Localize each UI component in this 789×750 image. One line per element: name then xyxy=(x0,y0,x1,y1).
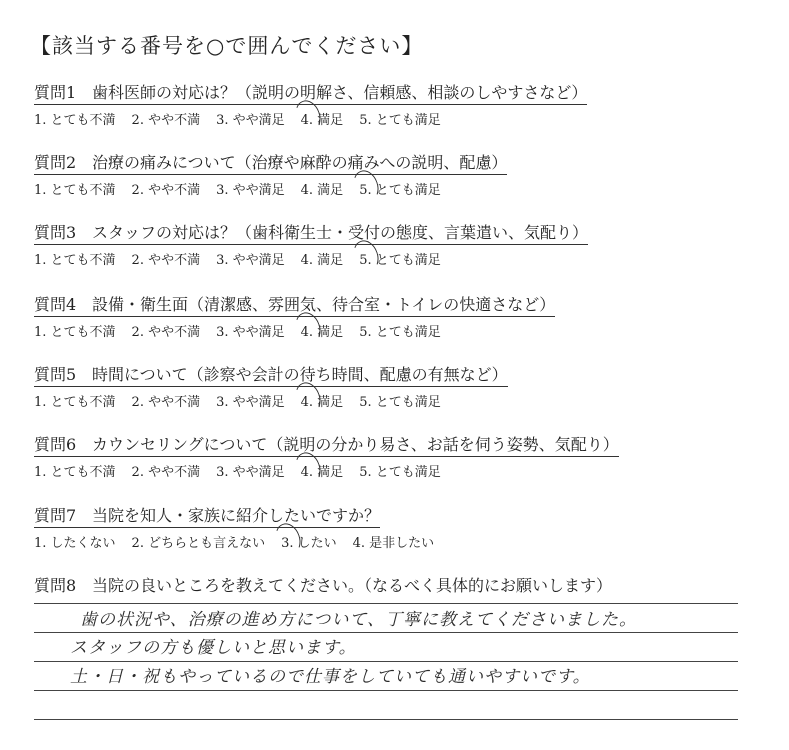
answer-option-label: 1. とても不満 xyxy=(34,183,116,198)
answer-option-label: 3. したい xyxy=(281,536,337,551)
answer-option-label: 2. どちらとも言えない xyxy=(131,536,266,551)
answer-option[interactable] xyxy=(216,179,285,198)
answer-option-label: 3. やや満足 xyxy=(216,395,285,410)
question-text: 当院の良いところを教えてください。（なるべく具体的にお願いします） xyxy=(92,576,613,595)
comment-line xyxy=(34,719,738,720)
question-3 xyxy=(34,220,774,268)
answer-option-label: 2. やや不満 xyxy=(131,465,201,480)
answer-options xyxy=(34,532,774,551)
question-title xyxy=(34,573,612,597)
answer-option-label: 3. やや満足 xyxy=(216,113,285,128)
answer-options xyxy=(34,179,774,198)
answer-option[interactable] xyxy=(353,532,435,551)
answer-option[interactable] xyxy=(301,461,344,480)
answer-option[interactable] xyxy=(132,109,201,128)
answer-option[interactable] xyxy=(34,179,116,198)
answer-option-label: 3. やや満足 xyxy=(216,253,285,268)
answer-option[interactable] xyxy=(34,391,116,410)
answer-option[interactable] xyxy=(34,532,116,551)
answer-option-label: 3. やや満足 xyxy=(216,465,285,480)
answer-option-label: 4. 満足 xyxy=(300,253,344,268)
answer-options xyxy=(34,461,774,480)
answer-option-label: 2. やや不満 xyxy=(131,325,201,340)
question-text: 当院を知人・家族に紹介したいですか？ xyxy=(92,506,381,525)
question-title xyxy=(34,220,588,245)
answer-option-label: 3. やや満足 xyxy=(216,325,285,340)
question-number: 質問6 xyxy=(34,435,77,454)
answer-option-label: 5. とても満足 xyxy=(359,395,441,410)
answer-option[interactable] xyxy=(359,461,441,480)
answer-options xyxy=(34,321,774,340)
answer-options xyxy=(34,109,774,128)
form-header: 【該当する番号を○で囲んでください】 xyxy=(30,34,424,58)
question-number: 質問8 xyxy=(34,576,77,595)
answer-option[interactable] xyxy=(216,109,285,128)
comment-line xyxy=(34,690,738,691)
question-text: 治療の痛みについて（治療や麻酔の痛みへの説明、配慮） xyxy=(92,153,508,172)
answer-option[interactable] xyxy=(216,391,285,410)
comment-text: 歯の状況や、治療の進め方について、丁寧に教えてくださいました。 xyxy=(80,610,637,630)
question-text: 設備・衛生面（清潔感、雰囲気、待合室・トイレの快適さなど） xyxy=(92,295,556,314)
question-number: 質問4 xyxy=(34,295,77,314)
answer-option-label: 1. とても不満 xyxy=(34,395,116,410)
question-title xyxy=(34,292,555,317)
answer-option-label: 5. とても満足 xyxy=(359,325,441,340)
answer-option[interactable] xyxy=(216,249,285,268)
question-1 xyxy=(34,80,774,128)
answer-options xyxy=(34,391,774,410)
answer-option-label: 1. したくない xyxy=(34,536,116,551)
answer-option[interactable] xyxy=(301,179,344,198)
question-number: 質問2 xyxy=(34,153,77,172)
question-text: カウンセリングについて（説明の分かり易さ、お話を伺う姿勢、気配り） xyxy=(92,435,619,454)
question-number: 質問1 xyxy=(34,83,77,102)
answer-option[interactable] xyxy=(132,391,201,410)
answer-option-label: 4. 満足 xyxy=(300,113,344,128)
answer-option-label: 1. とても不満 xyxy=(34,253,116,268)
answer-option[interactable] xyxy=(132,249,201,268)
answer-option[interactable] xyxy=(132,179,201,198)
answer-option[interactable] xyxy=(301,391,344,410)
question-text: スタッフの対応は？（歯科衛生士・受付の態度、言葉遣い、気配り） xyxy=(92,223,589,242)
answer-option-label: 4. 満足 xyxy=(300,465,344,480)
answer-option-label: 5. とても満足 xyxy=(359,183,441,198)
answer-option-label: 5. とても満足 xyxy=(359,113,441,128)
comment-line xyxy=(34,603,738,604)
question-4 xyxy=(34,292,774,340)
answer-option-label: 2. やや不満 xyxy=(131,113,201,128)
answer-option-label: 4. 満足 xyxy=(300,325,344,340)
question-5 xyxy=(34,362,774,410)
answer-option[interactable] xyxy=(301,321,344,340)
comment-text: 土・日・祝もやっているので仕事をしていても通いやすいです。 xyxy=(70,667,591,687)
answer-option-label: 5. とても満足 xyxy=(359,465,441,480)
answer-option[interactable] xyxy=(132,321,201,340)
answer-option[interactable] xyxy=(132,532,266,551)
answer-option[interactable] xyxy=(359,391,441,410)
answer-option-label: 4. 満足 xyxy=(300,183,344,198)
answer-option-label: 1. とても不満 xyxy=(34,325,116,340)
question-title xyxy=(34,432,619,457)
answer-option[interactable] xyxy=(359,109,441,128)
question-7 xyxy=(34,503,774,551)
question-number: 質問7 xyxy=(34,506,77,525)
answer-option[interactable] xyxy=(34,249,116,268)
answer-option[interactable] xyxy=(216,461,285,480)
question-title xyxy=(34,362,508,387)
answer-option[interactable] xyxy=(301,249,344,268)
answer-option-label: 1. とても不満 xyxy=(34,465,116,480)
answer-option-label: 2. やや不満 xyxy=(131,183,201,198)
answer-option[interactable] xyxy=(34,321,116,340)
question-8 xyxy=(34,573,774,597)
answer-option-label: 3. やや満足 xyxy=(216,183,285,198)
answer-option[interactable] xyxy=(359,249,441,268)
question-text: 歯科医師の対応は？（説明の明解さ、信頼感、相談のしやすさなど） xyxy=(92,83,588,102)
answer-option-label: 4. 満足 xyxy=(300,395,344,410)
answer-option-label: 4. 是非したい xyxy=(352,536,435,551)
answer-option-label: 1. とても不満 xyxy=(34,113,116,128)
answer-option[interactable] xyxy=(132,461,201,480)
question-number: 質問3 xyxy=(34,223,77,242)
answer-options xyxy=(34,249,774,268)
question-number: 質問5 xyxy=(34,365,77,384)
question-title xyxy=(34,503,380,528)
answer-option[interactable] xyxy=(359,179,441,198)
question-6 xyxy=(34,432,774,480)
answer-option[interactable] xyxy=(301,109,344,128)
question-title xyxy=(34,150,507,175)
question-text: 時間について（診察や会計の待ち時間、配慮の有無など） xyxy=(92,365,508,384)
answer-option[interactable] xyxy=(34,109,116,128)
answer-option[interactable] xyxy=(216,321,285,340)
answer-option-label: 2. やや不満 xyxy=(131,395,201,410)
question-2 xyxy=(34,150,774,198)
answer-option[interactable] xyxy=(359,321,441,340)
answer-option[interactable] xyxy=(281,532,337,551)
answer-option-label: 5. とても満足 xyxy=(359,253,441,268)
answer-option[interactable] xyxy=(34,461,116,480)
comment-text: スタッフの方も優しいと思います。 xyxy=(70,638,357,658)
answer-option-label: 2. やや不満 xyxy=(131,253,201,268)
